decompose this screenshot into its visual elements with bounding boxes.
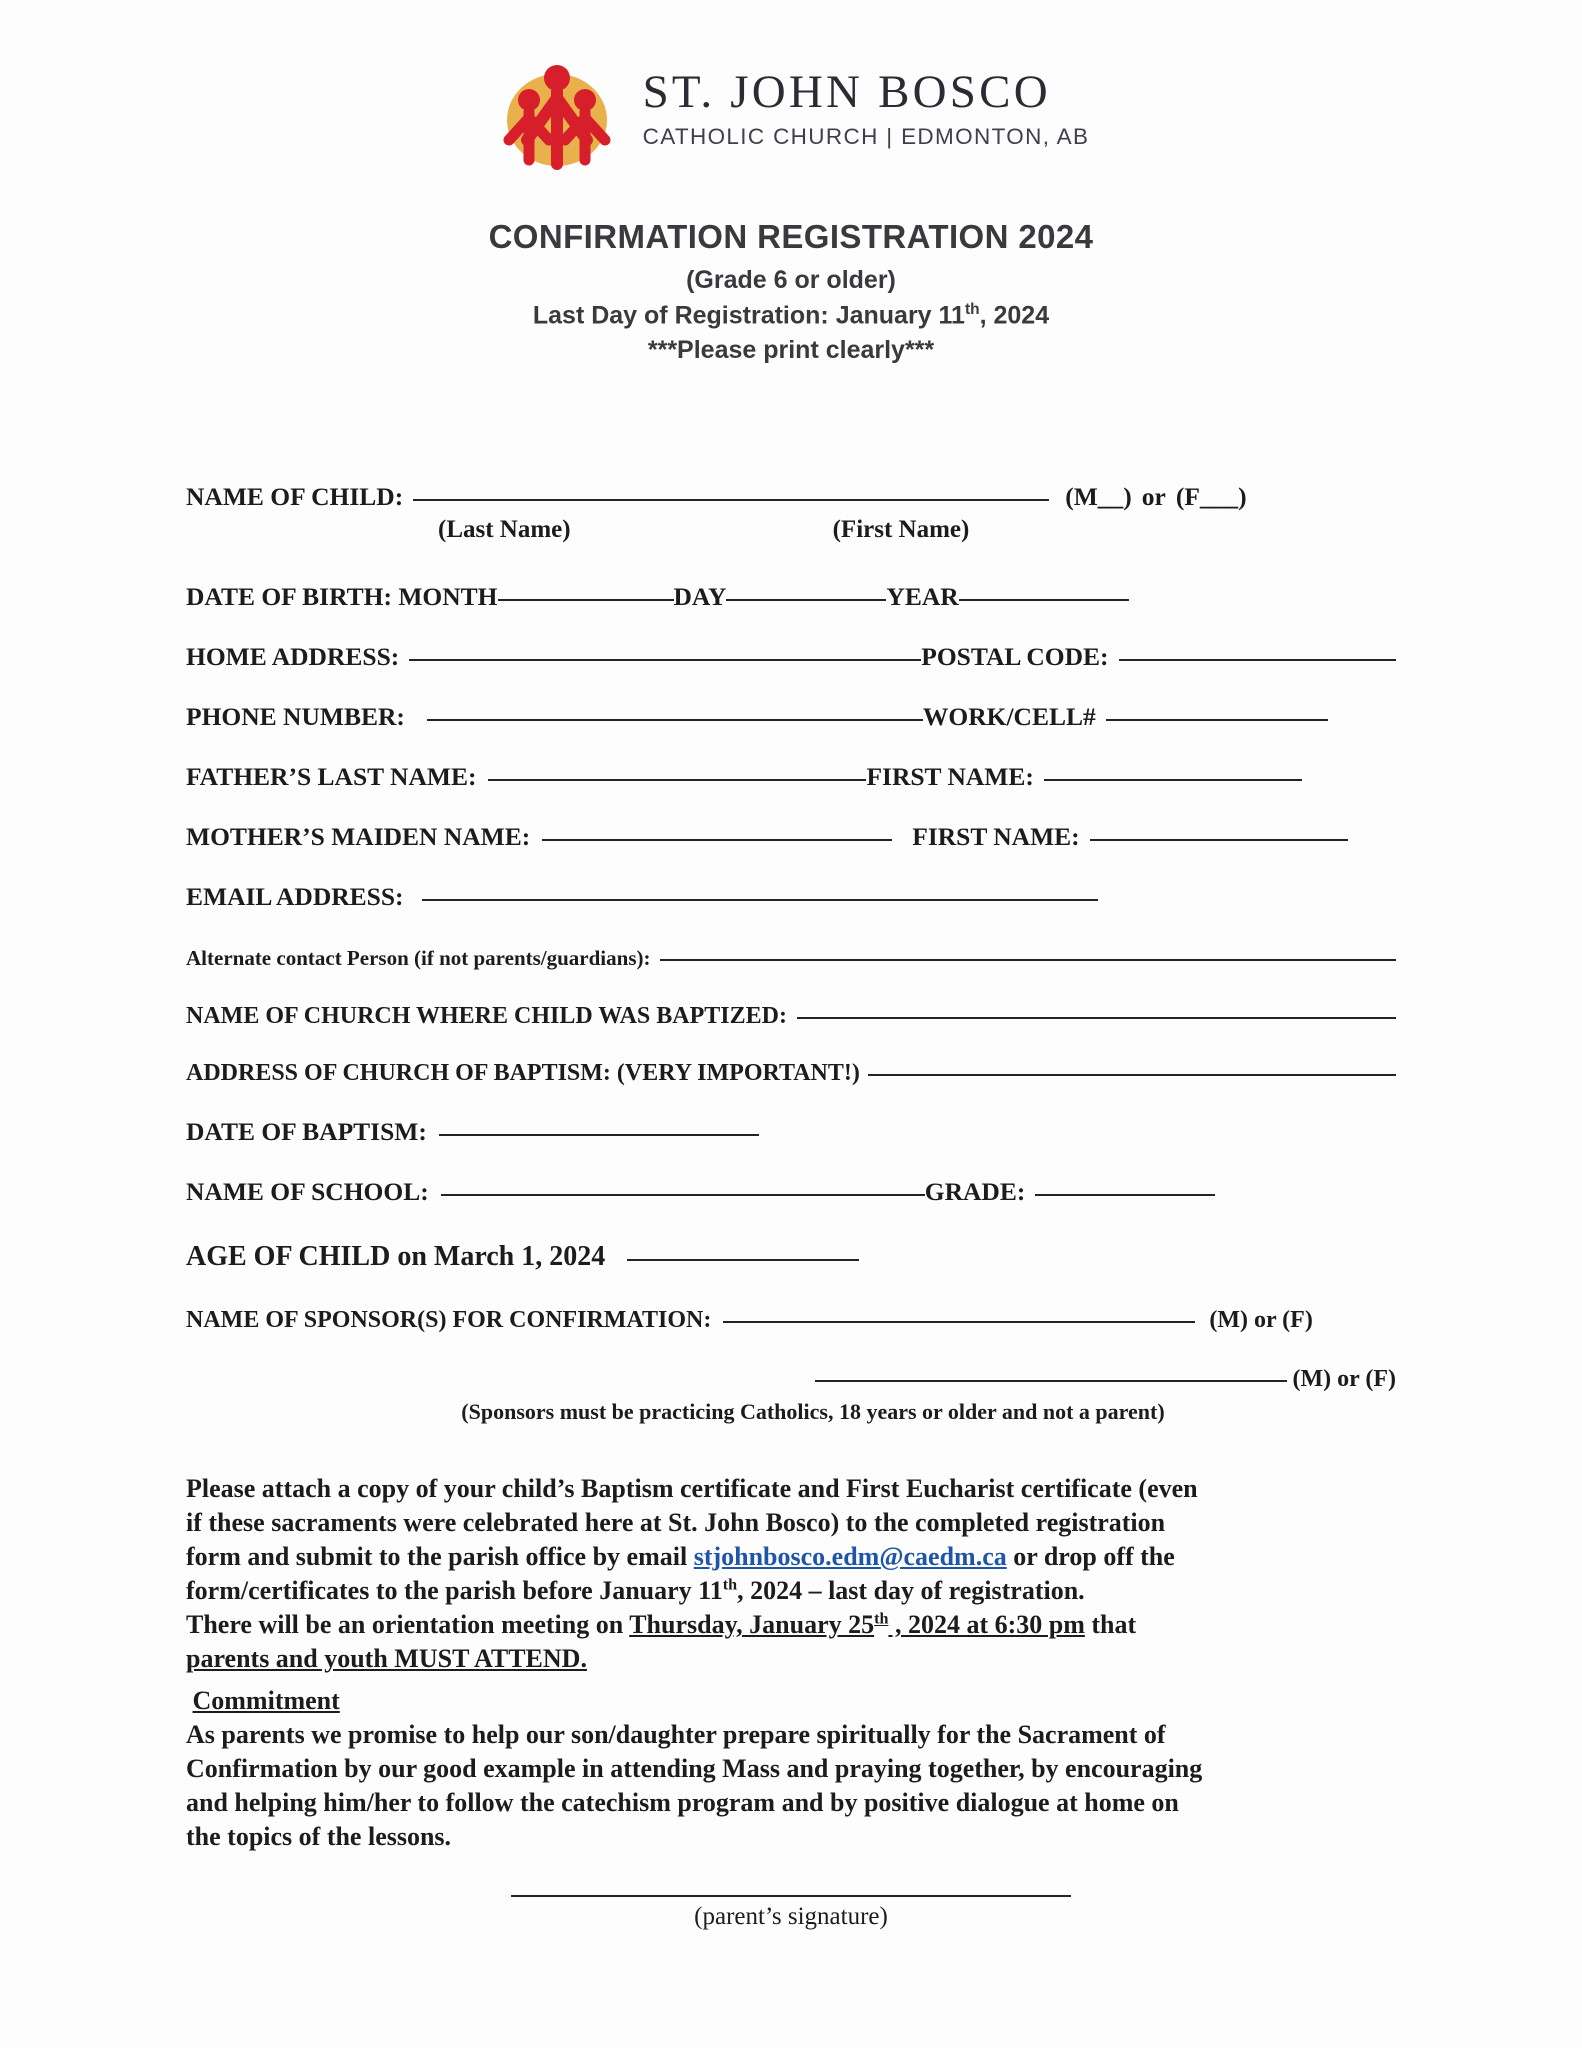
grade-requirement: (Grade 6 or older) — [686, 266, 896, 294]
field-row-alternate-contact — [186, 946, 1396, 971]
dob-month-label: DATE OF BIRTH: MONTH — [186, 582, 498, 611]
deadline-prefix: Last Day of Registration: January 11 — [532, 301, 965, 330]
title-block — [0, 218, 1582, 371]
baptism-address-input-line[interactable] — [868, 1074, 1396, 1076]
child-gender-or: or — [1141, 482, 1166, 511]
email-address-label: EMAIL ADDRESS: — [186, 882, 404, 911]
commitment-heading-wrap — [186, 1684, 1408, 1718]
parish-email-link[interactable]: stjohnbosco.edm@caedm.ca — [693, 1542, 1007, 1572]
submit-text-after-email: or drop off the — [1006, 1542, 1175, 1572]
work-cell-label: WORK/CELL# — [922, 702, 1096, 731]
commitment-line-1: As parents we promise to help our son/daughter prepare spiritually for the Sacrament of — [186, 1720, 1166, 1750]
parish-subtitle: CATHOLIC CHURCH | EDMONTON, AB — [642, 124, 1090, 150]
caption-last-name: (Last Name) — [438, 516, 571, 543]
commitment-heading: Commitment — [192, 1686, 340, 1716]
sponsor-label: NAME OF SPONSOR(S) FOR CONFIRMATION: — [186, 1307, 712, 1333]
three-people-figures-logo-icon — [493, 48, 621, 176]
registration-form — [186, 482, 1396, 1425]
instructions-block — [186, 1472, 1408, 1855]
child-gender-female[interactable]: (F___) — [1175, 482, 1247, 511]
print-clearly-notice: ***Please print clearly*** — [647, 336, 935, 365]
field-row-phone — [186, 702, 1396, 732]
sponsor-1-gender[interactable]: (M) or (F) — [1209, 1307, 1313, 1333]
sponsor-1-input-line[interactable] — [723, 1321, 1195, 1323]
father-last-name-label: FATHER’S LAST NAME: — [186, 762, 477, 791]
date-of-baptism-label: DATE OF BAPTISM: — [186, 1117, 427, 1146]
dob-day-input-line[interactable] — [726, 599, 886, 601]
dropoff-text-before: form/certificates to the parish before January 11 — [186, 1576, 723, 1606]
baptism-church-input-line[interactable] — [797, 1017, 1396, 1019]
home-address-input-line[interactable] — [409, 659, 921, 661]
phone-number-label: PHONE NUMBER: — [186, 702, 405, 731]
alternate-contact-input-line[interactable] — [660, 959, 1396, 961]
phone-number-input-line[interactable] — [427, 719, 923, 721]
must-attend-notice: parents and youth MUST ATTEND. — [186, 1644, 587, 1674]
parish-logo-block — [0, 48, 1582, 176]
field-row-baptism-church — [186, 1003, 1396, 1030]
commitment-line-2: Confirmation by our good example in attending Mass and praying together, by encouraging — [186, 1754, 1203, 1784]
signature-caption: (parent’s signature) — [694, 1903, 888, 1930]
dob-year-label: YEAR — [886, 582, 959, 611]
field-row-father-name — [186, 762, 1396, 792]
father-first-name-input-line[interactable] — [1044, 779, 1302, 781]
page-title: CONFIRMATION REGISTRATION 2024 — [488, 218, 1094, 255]
field-row-email — [186, 882, 1396, 912]
mother-maiden-name-input-line[interactable] — [542, 839, 892, 841]
orientation-text-after: that — [1084, 1610, 1137, 1640]
child-name-label: NAME OF CHILD: — [186, 482, 404, 511]
signature-block — [0, 1895, 1582, 1931]
postal-code-input-line[interactable] — [1119, 659, 1396, 661]
school-name-label: NAME OF SCHOOL: — [186, 1177, 429, 1206]
baptism-address-label: ADDRESS OF CHURCH OF BAPTISM: (VERY IMPORTANT!) — [186, 1060, 860, 1086]
orientation-text-before: There will be an orientation meeting on — [186, 1610, 630, 1640]
dob-day-label: DAY — [673, 582, 727, 611]
baptism-church-label: NAME OF CHURCH WHERE CHILD WAS BAPTIZED: — [186, 1003, 787, 1029]
field-row-date-of-baptism — [186, 1117, 1396, 1147]
parish-wordmark — [642, 65, 1090, 156]
commitment-line-4: the topics of the lessons. — [186, 1822, 452, 1852]
instruction-line-2: if these sacraments were celebrated here at St. John Bosco) to the completed registration — [186, 1508, 1166, 1538]
school-name-input-line[interactable] — [441, 1194, 925, 1196]
instruction-line-5 — [186, 1608, 1408, 1642]
deadline-ordinal: th — [964, 301, 980, 318]
alternate-contact-label: Alternate contact Person (if not parents/guardians): — [186, 946, 651, 970]
parish-name: ST. JOHN BOSCO — [642, 65, 1051, 118]
deadline-suffix: , 2024 — [979, 301, 1050, 330]
field-row-baptism-address — [186, 1060, 1396, 1087]
father-first-name-label: FIRST NAME: — [866, 762, 1034, 791]
home-address-label: HOME ADDRESS: — [186, 642, 400, 671]
sponsor-2-gender[interactable]: (M) or (F) — [1292, 1366, 1396, 1392]
field-row-child-name — [186, 482, 1396, 512]
work-cell-input-line[interactable] — [1106, 719, 1328, 721]
mother-maiden-name-label: MOTHER’S MAIDEN NAME: — [186, 822, 531, 851]
sponsor-requirements-note: (Sponsors must be practicing Catholics, 18 years or older and not a parent) — [461, 1399, 1165, 1424]
commitment-line-3: and helping him/her to follow the catechism program and by positive dialogue at home on — [186, 1788, 1179, 1818]
child-gender-male[interactable]: (M__) — [1065, 482, 1132, 511]
field-row-home-address — [186, 642, 1396, 672]
dob-year-input-line[interactable] — [959, 599, 1129, 601]
submit-text-before-email: form and submit to the parish office by email — [186, 1542, 694, 1572]
field-row-sponsor-1 — [186, 1307, 1396, 1334]
field-row-mother-name — [186, 822, 1396, 852]
grade-input-line[interactable] — [1035, 1194, 1215, 1196]
orientation-date-a: Thursday, January 25 — [629, 1610, 875, 1640]
field-row-sponsor-2 — [186, 1366, 1396, 1393]
father-last-name-input-line[interactable] — [488, 779, 866, 781]
mother-first-name-input-line[interactable] — [1090, 839, 1348, 841]
email-address-input-line[interactable] — [422, 899, 1098, 901]
instruction-line-4 — [186, 1574, 1408, 1608]
sponsor-2-input-line[interactable] — [815, 1380, 1287, 1382]
field-row-age — [186, 1241, 1396, 1273]
dob-month-input-line[interactable] — [498, 599, 674, 601]
dropoff-ordinal: th — [722, 1576, 738, 1594]
instruction-line-3 — [186, 1540, 1408, 1574]
age-of-child-input-line[interactable] — [627, 1259, 859, 1261]
mother-first-name-label: FIRST NAME: — [912, 822, 1080, 851]
field-row-date-of-birth — [186, 582, 1396, 612]
field-row-school — [186, 1177, 1396, 1207]
child-name-captions — [438, 516, 1396, 544]
age-of-child-label: AGE OF CHILD on March 1, 2024 — [186, 1241, 606, 1272]
registration-deadline — [0, 301, 1582, 330]
child-name-input-line[interactable] — [413, 499, 1049, 501]
grade-label: GRADE: — [924, 1177, 1026, 1206]
dropoff-text-after: , 2024 – last day of registration. — [737, 1576, 1085, 1606]
orientation-date-b: , 2024 at 6:30 pm — [888, 1610, 1085, 1640]
date-of-baptism-input-line[interactable] — [439, 1134, 759, 1136]
instruction-line-1: Please attach a copy of your child’s Baptism certificate and First Eucharist certificate (even — [186, 1474, 1198, 1503]
postal-code-label: POSTAL CODE: — [921, 642, 1109, 671]
parent-signature-line[interactable] — [511, 1895, 1071, 1897]
orientation-date-ordinal: th — [874, 1610, 889, 1628]
caption-first-name: (First Name) — [832, 516, 970, 543]
